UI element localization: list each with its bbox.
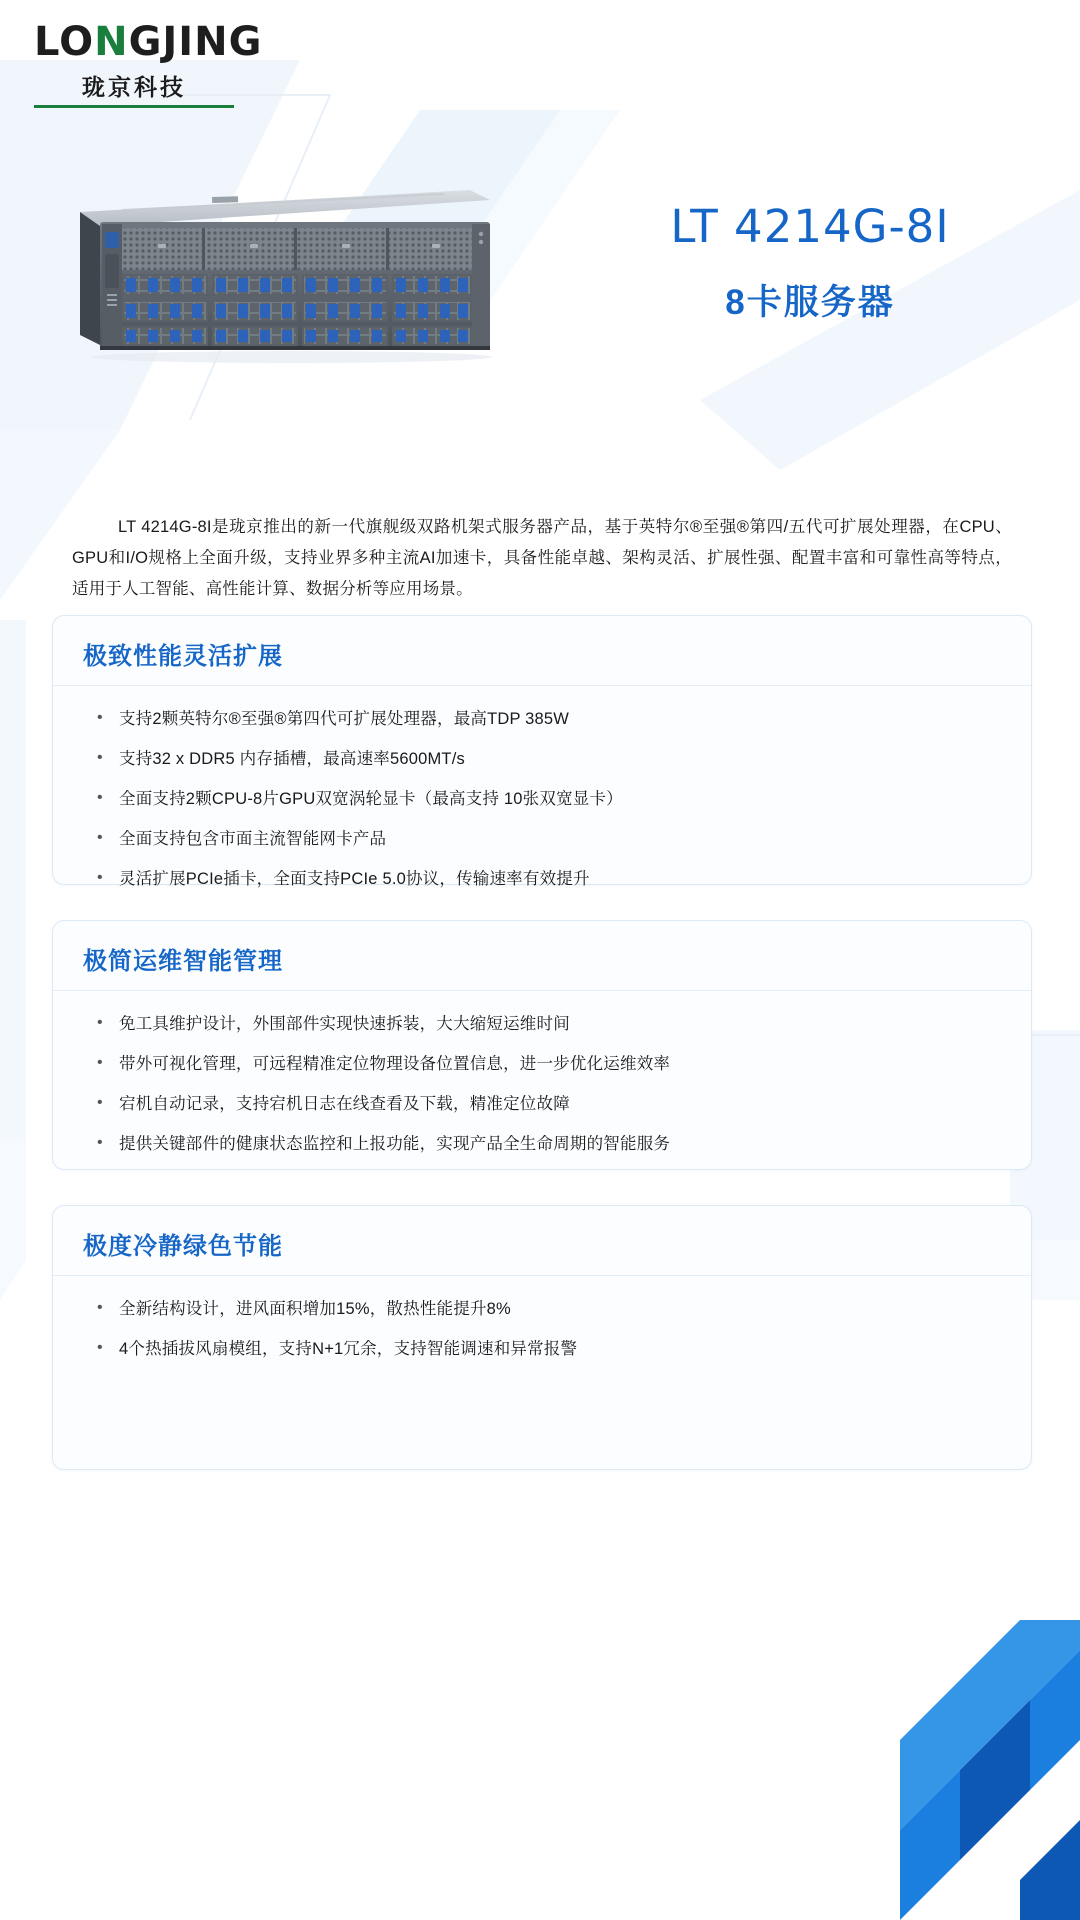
list-item: • 宕机自动记录，支持宕机日志在线查看及下载，精准定位故障 — [79, 1093, 1005, 1115]
feature-card-title: 极度冷静绿色节能 — [53, 1206, 1031, 1276]
list-item: • 免工具维护设计，外围部件实现快速拆装，大大缩短运维时间 — [79, 1013, 1005, 1035]
list-item: • 全面支持包含市面主流智能网卡产品 — [79, 828, 1005, 850]
brand-name-cn: 珑京科技 — [82, 74, 186, 100]
feature-card-cooling — [52, 1205, 1032, 1470]
feature-card-body — [53, 686, 1031, 916]
feature-list — [79, 1298, 1005, 1360]
server-product-image — [62, 170, 492, 370]
product-model: LT 4214G-8I — [670, 200, 950, 253]
brand-logo — [34, 19, 263, 108]
list-item: • 全面支持2颗CPU-8片GPU双宽涡轮显卡（最高支持 10张双宽显卡） — [79, 788, 1005, 810]
list-item: • 全新结构设计，进风面积增加15%，散热性能提升8% — [79, 1298, 1005, 1320]
list-item: • 灵活扩展PCIe插卡，全面支持PCIe 5.0协议，传输速率有效提升 — [79, 868, 1005, 890]
product-introduction: LT 4214G-8I是珑京推出的新一代旗舰级双路机架式服务器产品，基于英特尔®至强®第四/五代可扩展处理器，在CPU、GPU和I/O规格上全面升级，支持业界多种主流AI加速卡，具备性能卓越、架构灵活、扩展性强、配置丰富和可靠性高等特点，适用于人工智能、高性能计算、数据分析等应用场景。 — [72, 517, 1012, 598]
feature-card-body — [53, 991, 1031, 1181]
hero-section — [0, 150, 1080, 400]
list-item: • 支持32 x DDR5 内存插槽，最高速率5600MT/s — [79, 748, 1005, 770]
feature-card-title: 极简运维智能管理 — [53, 921, 1031, 991]
feature-card-performance — [52, 615, 1032, 888]
list-item: • 提供关键部件的健康状态监控和上报功能，实现产品全生命周期的智能服务 — [79, 1133, 1005, 1155]
feature-card-title: 极致性能灵活扩展 — [53, 616, 1031, 686]
feature-card-management — [52, 920, 1032, 1170]
brand-name-n-letter: N — [94, 19, 129, 65]
feature-list — [79, 1013, 1005, 1155]
list-item: • 带外可视化管理，可远程精准定位物理设备位置信息，进一步优化运维效率 — [79, 1053, 1005, 1075]
feature-card-body — [53, 1276, 1031, 1386]
product-subtitle: 8卡服务器 — [725, 283, 895, 322]
brand-underline — [34, 105, 234, 108]
brand-name-part1: LO — [34, 19, 95, 65]
product-title-block — [600, 200, 1020, 325]
feature-list — [79, 708, 1005, 890]
list-item: • 支持2颗英特尔®至强®第四代可扩展处理器，最高TDP 385W — [79, 708, 1005, 730]
corner-brand-mark-icon — [600, 1580, 1080, 1920]
brand-logo-wordmark — [34, 19, 263, 65]
list-item: • 4个热插拔风扇模组，支持N+1冗余，支持智能调速和异常报警 — [79, 1338, 1005, 1360]
brand-name-part2: GJING — [128, 19, 263, 65]
